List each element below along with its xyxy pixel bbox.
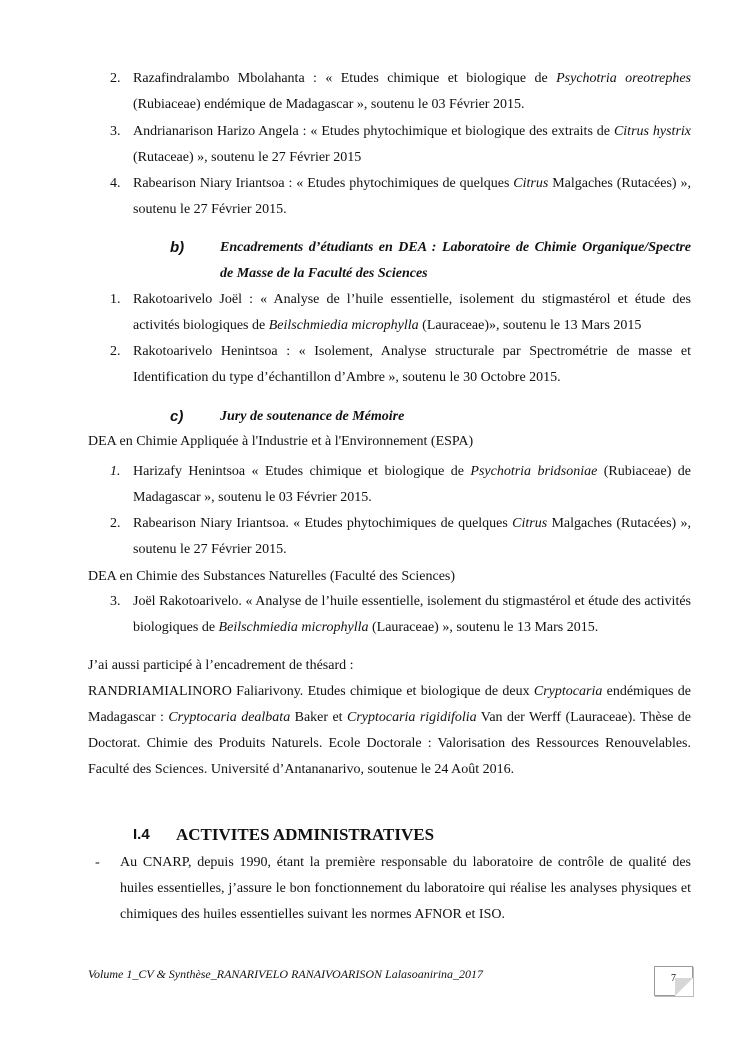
page-number-box [654,966,693,996]
list-number: 3. [110,124,121,139]
dea-espa-heading: DEA en Chimie Appliquée à l'Industrie et à l'Environnement (ESPA) [88,434,474,449]
item-text-end: (Rubiaceae) de Madagascar », soutenu le 03 Février 2015. [133,464,691,505]
item-text-end: (Lauraceae) », soutenu le 13 Mars 2015. [368,620,599,635]
item-text: Joël Rakotoarivelo. « Analyse de l’huile essentielle, isolement du stigmastérol et étude des activités biologiques de [133,594,691,635]
item-text: Rakotoarivelo Joël : « Analyse de l’huile essentielle, isolement du stigmastérol et étude des activités biologiques de [133,292,691,333]
list-item [110,589,691,641]
species-name: Citrus [512,516,548,531]
species-name: Citrus [513,176,549,191]
dea-substances-heading: DEA en Chimie des Substances Naturelles (Faculté des Sciences) [88,569,456,584]
subsection-letter-c: c) [170,408,184,425]
thesard-text: RANDRIAMIALINORO Faliarivony. Etudes chimique et biologique de deux [88,684,534,699]
item-text-end: (Lauraceae)», soutenu le 13 Mars 2015 [418,318,642,333]
admin-paragraph: Au CNARP, depuis 1990, étant la première responsable du laboratoire de contrôle de qualité des huiles essentielles, j’assure le bon fonctionnement du laboratoire qui réalise les analyses physiques et chimiques des huiles essentielles suivant les normes AFNOR et ISO. [120,855,691,922]
species-name: Psychotria oreotrephes [556,71,691,86]
subsection-title-c: Jury de soutenance de Mémoire [220,409,405,424]
thesard-text: Van der Werff (Lauraceae). Thèse de Doctorat. Chimie des Produits Naturels. Ecole Doctorale : Valorisation des Ressources Renouvelables. Faculté des Sciences. Université d’Antananarivo, soutenue le 24 Août 2016. [88,710,691,777]
list-item [110,511,692,563]
section-number: I.4 [133,826,150,843]
list-number: 4. [110,176,121,191]
list-number: 1. [110,464,121,479]
subsection-letter-b: b) [170,239,185,256]
item-text: Rabearison Niary Iriantsoa : « Etudes phytochimiques de quelques [133,176,514,191]
species-name: Beilschmiedia microphylla [268,318,419,333]
item-text-end: Malgaches (Rutacées) », soutenu le 27 Février 2015. [133,176,691,217]
thesard-intro: J’ai aussi participé à l’encadrement de thésard : [88,658,354,673]
item-text: Razafindralambo Mbolahanta : « Etudes chimique et biologique de [133,71,557,86]
item-text-end: Malgaches (Rutacées) », soutenu le 27 Février 2015. [133,516,692,557]
species-name: Psychotria bridsoniae [470,464,598,479]
bullet-dash: - [95,855,100,870]
page-number: 7 [671,973,676,984]
genus-name: Cryptocaria [533,684,603,699]
item-text-end: (Rutaceae) », soutenu le 27 Février 2015 [133,150,362,165]
footer-text: Volume 1_CV & Synthèse_RANARIVELO RANAIVOARISON Lalasoanirina_2017 [88,967,484,981]
list-item [110,119,691,171]
thesard-text: Baker et [290,710,347,725]
species-name: Citrus hystrix [613,124,691,139]
subsection-title-b: Encadrements d’étudiants en DEA : Laboratoire de Chimie Organique/Spectre de Masse de la Faculté des Sciences [220,240,691,281]
species-name: Cryptocaria rigidifolia [346,710,477,725]
page-fold-icon [675,978,693,996]
thesard-text: endémiques de Madagascar : [88,684,691,725]
item-text: Harizafy Henintsoa « Etudes chimique et biologique de [133,464,471,479]
item-text-end: (Rubiaceae) endémique de Madagascar », soutenu le 03 Février 2015. [133,97,525,112]
list-item [110,287,691,339]
list-item [110,339,691,391]
list-number: 3. [110,594,121,609]
item-text: Andrianarison Harizo Angela : « Etudes phytochimique et biologique des extraits de [133,124,614,139]
species-name: Beilschmiedia microphylla [218,620,369,635]
list-number: 2. [110,71,121,86]
species-name: Cryptocaria dealbata [168,710,291,725]
list-item [110,459,691,511]
item-text: Rakotoarivelo Henintsoa : « Isolement, Analyse structurale par Spectrométrie de masse et Identification du type d’échantillon d’Ambre », soutenu le 30 Octobre 2015. [133,344,691,385]
list-number: 2. [110,344,121,359]
item-text: Rabearison Niary Iriantsoa. « Etudes phytochimiques de quelques [133,516,513,531]
section-title: ACTIVITES ADMINISTRATIVES [176,825,435,844]
thesard-paragraph [88,679,691,783]
list-number: 2. [110,516,121,531]
list-item [110,66,691,118]
list-item [110,171,691,223]
list-number: 1. [110,292,121,307]
